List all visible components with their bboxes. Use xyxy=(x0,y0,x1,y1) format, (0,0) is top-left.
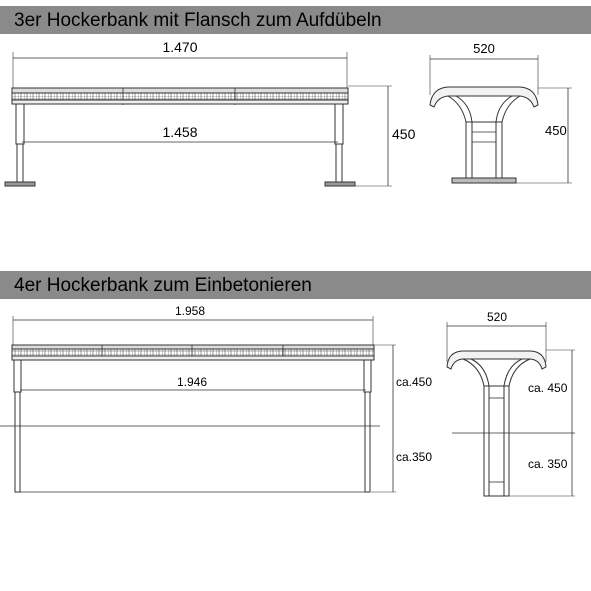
depth-below-label: ca.350 xyxy=(396,450,433,464)
side-width-label: 520 xyxy=(486,310,508,324)
height-label: 450 xyxy=(392,126,416,142)
side-height-above-label: ca. 450 xyxy=(528,381,568,395)
height-above-label: ca.450 xyxy=(396,375,433,389)
front-view-4er xyxy=(0,316,396,492)
overall-length-label: 1.958 xyxy=(174,304,206,318)
section-title: 3er Hockerbank mit Flansch zum Aufdübeln xyxy=(14,10,382,31)
section-title: 4er Hockerbank zum Einbetonieren xyxy=(14,275,312,296)
side-view-3er xyxy=(430,55,572,183)
inner-length-label: 1.458 xyxy=(162,124,198,140)
front-view-3er xyxy=(5,52,392,186)
side-height-label: 450 xyxy=(545,123,567,138)
side-width-label: 520 xyxy=(473,41,495,56)
overall-length-label: 1.470 xyxy=(162,39,198,55)
side-depth-below-label: ca. 350 xyxy=(528,457,568,471)
inner-length-label: 1.946 xyxy=(176,375,208,389)
